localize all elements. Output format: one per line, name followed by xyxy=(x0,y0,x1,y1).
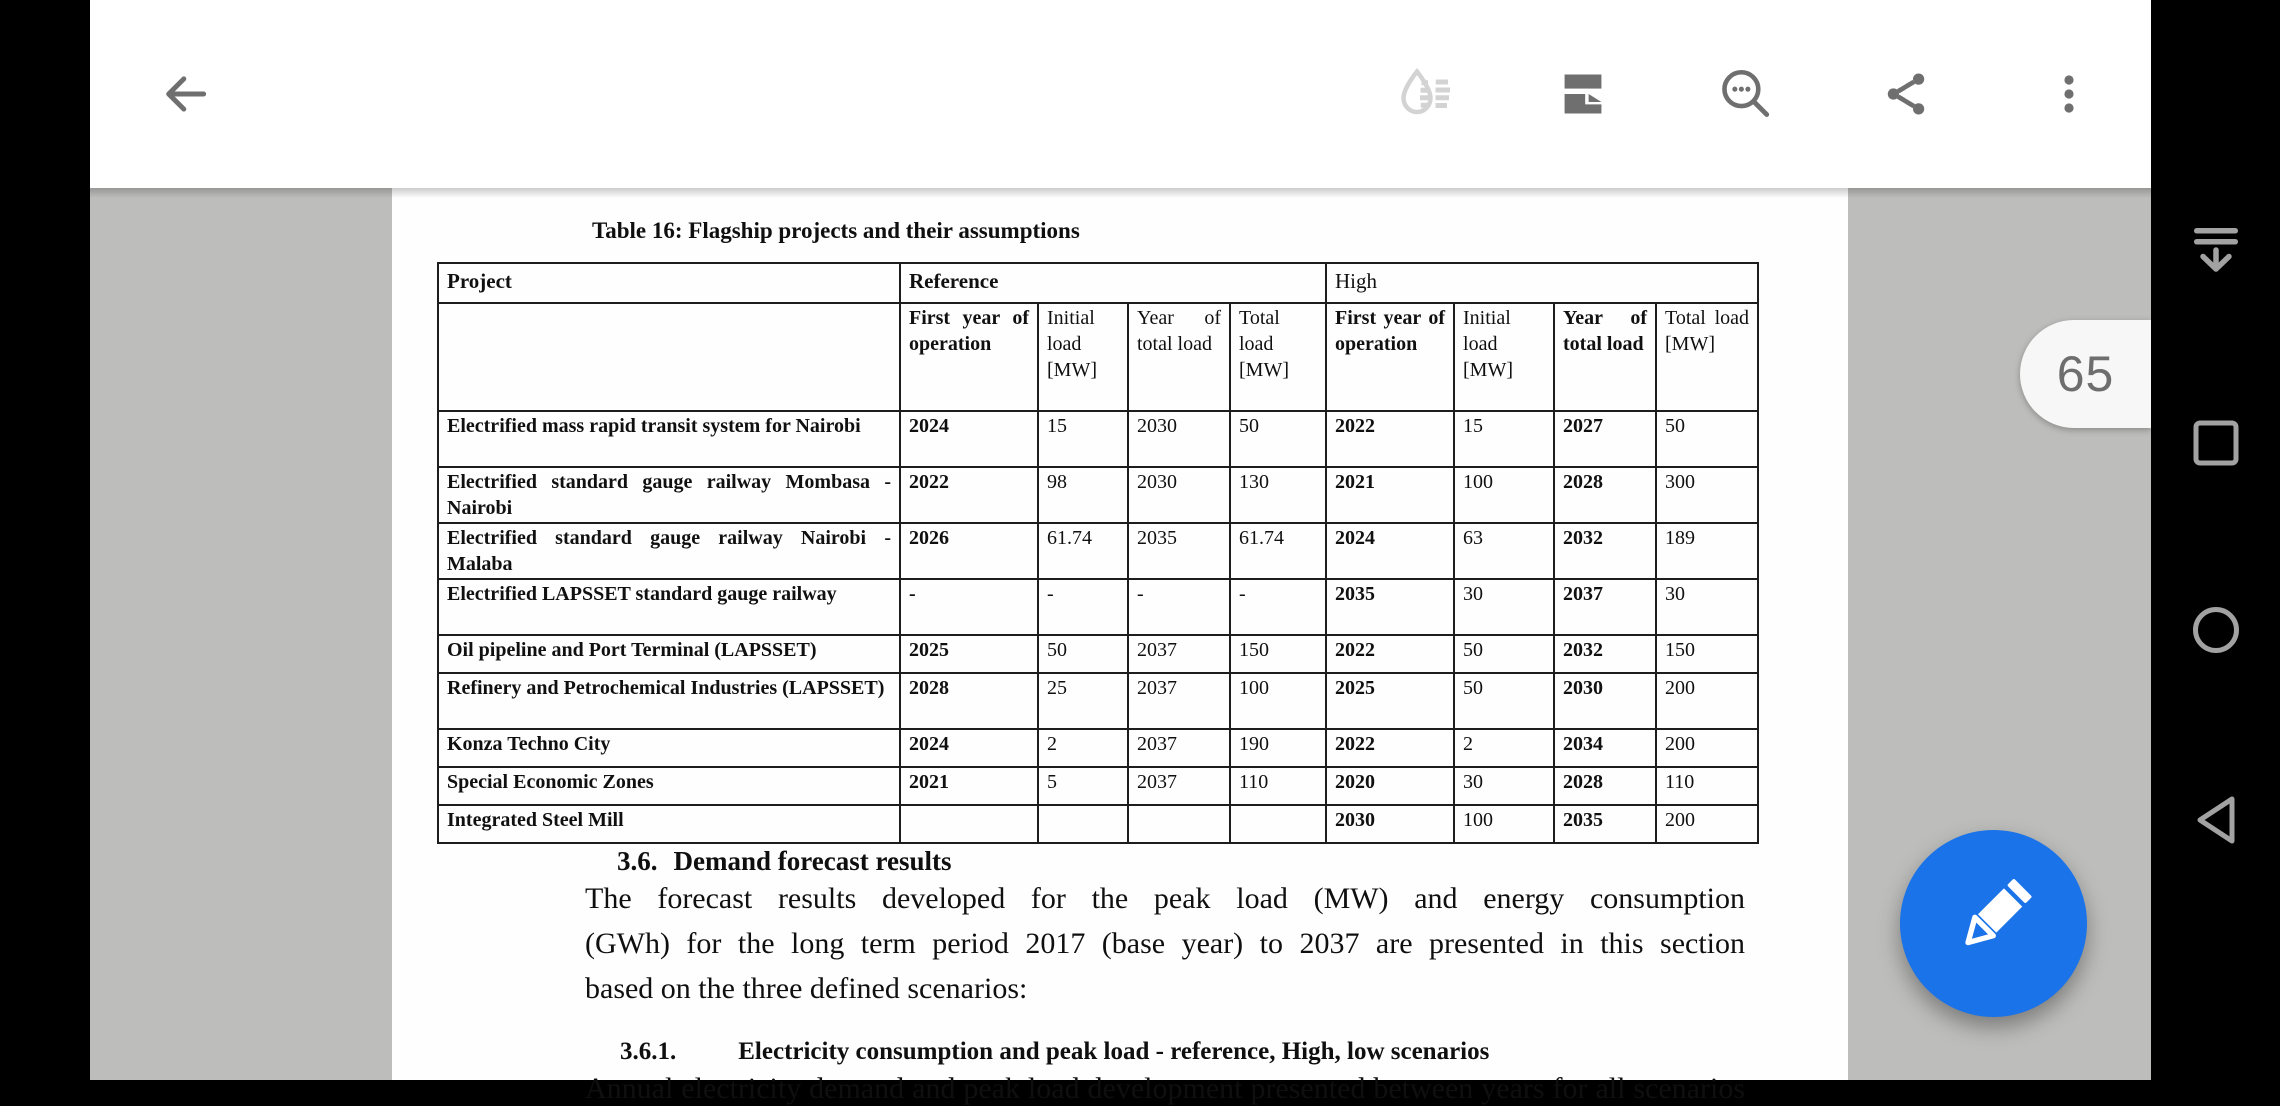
cell: 50 xyxy=(1656,411,1758,467)
section-number: 3.6. xyxy=(617,846,658,876)
cell: - xyxy=(900,579,1038,635)
table-row xyxy=(438,523,1758,579)
body-paragraph xyxy=(585,876,1745,1011)
cell: 25 xyxy=(1038,673,1128,729)
cell: 61.74 xyxy=(1038,523,1128,579)
recents-button[interactable] xyxy=(2193,420,2239,469)
cell: 189 xyxy=(1656,523,1758,579)
ink-drop-icon xyxy=(1395,64,1455,127)
cell: 5 xyxy=(1038,767,1128,805)
cell: 2035 xyxy=(1326,579,1454,635)
project-cell: Special Economic Zones xyxy=(438,767,900,805)
clipped-next-line: Annual electricity demand and peak load development presented between years for all scenarios xyxy=(585,1072,1745,1105)
page-number: 65 xyxy=(2056,346,2115,402)
subsection-number: 3.6.1. xyxy=(620,1038,677,1065)
section-title: Demand forecast results xyxy=(673,846,952,876)
paragraph-line: based on the three defined scenarios: xyxy=(585,972,1028,1005)
table-caption: Table 16: Flagship projects and their assumptions xyxy=(592,218,1080,243)
reflow-page-icon xyxy=(1557,68,1609,123)
cell: 2030 xyxy=(1128,467,1230,523)
cell: 100 xyxy=(1454,467,1554,523)
reflow-view-button[interactable] xyxy=(1546,58,1620,132)
cell: 2024 xyxy=(1326,523,1454,579)
cell: 2025 xyxy=(900,635,1038,673)
cell: 100 xyxy=(1454,805,1554,843)
cell: 2034 xyxy=(1554,729,1656,767)
cell: 2027 xyxy=(1554,411,1656,467)
header-cell: First year of operation xyxy=(900,303,1038,411)
project-cell: Refinery and Petrochemical Industries (LAPSSET) xyxy=(438,673,900,729)
cell: 2021 xyxy=(1326,467,1454,523)
cell: 110 xyxy=(1230,767,1326,805)
pdf-page[interactable] xyxy=(392,188,1848,1105)
project-cell: Integrated Steel Mill xyxy=(438,805,900,843)
cell: 2020 xyxy=(1326,767,1454,805)
cell: - xyxy=(1128,579,1230,635)
cell: - xyxy=(1230,579,1326,635)
cell: 2035 xyxy=(1128,523,1230,579)
cell: 2024 xyxy=(900,411,1038,467)
header-cell: Total load [MW] xyxy=(1656,303,1758,411)
cell: 200 xyxy=(1656,673,1758,729)
cell: 2022 xyxy=(1326,411,1454,467)
table-row xyxy=(438,635,1758,673)
header-cell: Total load [MW] xyxy=(1230,303,1326,411)
home-button[interactable] xyxy=(2192,606,2240,657)
pdf-viewer-app xyxy=(90,0,2151,1105)
document-viewport[interactable] xyxy=(90,188,2151,1105)
cell: 50 xyxy=(1038,635,1128,673)
subsection-title: Electricity consumption and peak load - reference, High, low scenarios xyxy=(738,1038,1490,1065)
back-nav-button[interactable] xyxy=(2192,794,2240,849)
edit-pencil-icon xyxy=(1940,868,2048,979)
cell: 2030 xyxy=(1554,673,1656,729)
cell: 130 xyxy=(1230,467,1326,523)
project-cell: Electrified standard gauge railway Nairobi - Malaba xyxy=(438,523,900,579)
cell: 63 xyxy=(1454,523,1554,579)
project-cell: Oil pipeline and Port Terminal (LAPSSET) xyxy=(438,635,900,673)
toolbar xyxy=(90,0,2151,188)
cell: 2028 xyxy=(1554,467,1656,523)
cell: 2028 xyxy=(900,673,1038,729)
page-indicator-pill[interactable] xyxy=(2020,320,2151,428)
cell: 2028 xyxy=(1554,767,1656,805)
share-icon xyxy=(1879,67,1933,124)
cell: 2037 xyxy=(1128,635,1230,673)
cell: 190 xyxy=(1230,729,1326,767)
section-heading xyxy=(617,846,951,877)
recents-square-icon xyxy=(2193,454,2239,469)
table-group-header-row xyxy=(438,263,1758,303)
cell: 50 xyxy=(1230,411,1326,467)
cell: - xyxy=(1038,579,1128,635)
cell: 2037 xyxy=(1128,767,1230,805)
cell: 15 xyxy=(1454,411,1554,467)
table-row xyxy=(438,805,1758,843)
subsection-heading xyxy=(620,1038,1489,1066)
cell: 2032 xyxy=(1554,523,1656,579)
header-cell: First year of operation xyxy=(1326,303,1454,411)
back-button[interactable] xyxy=(148,58,222,132)
cell: 200 xyxy=(1656,729,1758,767)
cell: 2037 xyxy=(1554,579,1656,635)
cell: 2026 xyxy=(900,523,1038,579)
cell xyxy=(1128,805,1230,843)
project-cell: Electrified mass rapid transit system for Nairobi xyxy=(438,411,900,467)
header-cell: Initial load [MW] xyxy=(1454,303,1554,411)
cell: 2032 xyxy=(1554,635,1656,673)
cell: 30 xyxy=(1656,579,1758,635)
cell: 2 xyxy=(1038,729,1128,767)
cell: 50 xyxy=(1454,635,1554,673)
cell xyxy=(900,805,1038,843)
col-project: Project xyxy=(438,263,900,303)
cell: 200 xyxy=(1656,805,1758,843)
cell: 110 xyxy=(1656,767,1758,805)
cell: 2024 xyxy=(900,729,1038,767)
table-row xyxy=(438,673,1758,729)
cell: 2022 xyxy=(900,467,1038,523)
cell: 2030 xyxy=(1128,411,1230,467)
table-subheader-row xyxy=(438,303,1758,411)
more-options-icon xyxy=(2045,70,2093,121)
table-row xyxy=(438,411,1758,467)
col-group-high: High xyxy=(1326,263,1758,303)
cell: 300 xyxy=(1656,467,1758,523)
cell: 30 xyxy=(1454,579,1554,635)
cell: 30 xyxy=(1454,767,1554,805)
cell: 2021 xyxy=(900,767,1038,805)
edit-fab[interactable] xyxy=(1900,830,2087,1017)
project-cell: Electrified LAPSSET standard gauge railway xyxy=(438,579,900,635)
project-header-spacer xyxy=(438,303,900,411)
cell: 2025 xyxy=(1326,673,1454,729)
back-triangle-icon xyxy=(2192,834,2240,849)
cell: 2037 xyxy=(1128,729,1230,767)
header-cell: Year of total load xyxy=(1128,303,1230,411)
android-nav-bar xyxy=(2151,0,2280,1080)
cell: 61.74 xyxy=(1230,523,1326,579)
cell: 150 xyxy=(1656,635,1758,673)
paragraph-line: (GWh) for the long term period 2017 (base year) to 2037 are presented in this section xyxy=(585,927,1745,960)
overflow-menu-button[interactable] xyxy=(2032,58,2106,132)
cell xyxy=(1038,805,1128,843)
cell: 2037 xyxy=(1128,673,1230,729)
col-group-reference: Reference xyxy=(900,263,1326,303)
table-row xyxy=(438,579,1758,635)
table-row xyxy=(438,467,1758,523)
search-button[interactable] xyxy=(1708,58,1782,132)
table-row xyxy=(438,767,1758,805)
cell: 100 xyxy=(1230,673,1326,729)
header-cell: Year of total load xyxy=(1554,303,1656,411)
cell xyxy=(1230,805,1326,843)
share-button[interactable] xyxy=(1869,58,1943,132)
back-arrow-icon xyxy=(157,66,213,125)
cell: 150 xyxy=(1230,635,1326,673)
project-cell: Electrified standard gauge railway Mombasa - Nairobi xyxy=(438,467,900,523)
scroll-to-bottom-button[interactable] xyxy=(2194,226,2238,283)
search-icon xyxy=(1716,65,1774,126)
cell: 2022 xyxy=(1326,729,1454,767)
paragraph-line: The forecast results developed for the peak load (MW) and energy consumption xyxy=(585,882,1745,915)
project-cell: Konza Techno City xyxy=(438,729,900,767)
cell: 2 xyxy=(1454,729,1554,767)
scroll-to-bottom-icon xyxy=(2194,268,2238,283)
flagship-projects-table xyxy=(437,262,1759,844)
ink-annotation-button[interactable] xyxy=(1388,58,1462,132)
cell: 2030 xyxy=(1326,805,1454,843)
cell: 98 xyxy=(1038,467,1128,523)
cell: 2035 xyxy=(1554,805,1656,843)
table-row xyxy=(438,729,1758,767)
cell: 15 xyxy=(1038,411,1128,467)
cell: 50 xyxy=(1454,673,1554,729)
header-cell: Initial load [MW] xyxy=(1038,303,1128,411)
home-circle-icon xyxy=(2192,642,2240,657)
cell: 2022 xyxy=(1326,635,1454,673)
